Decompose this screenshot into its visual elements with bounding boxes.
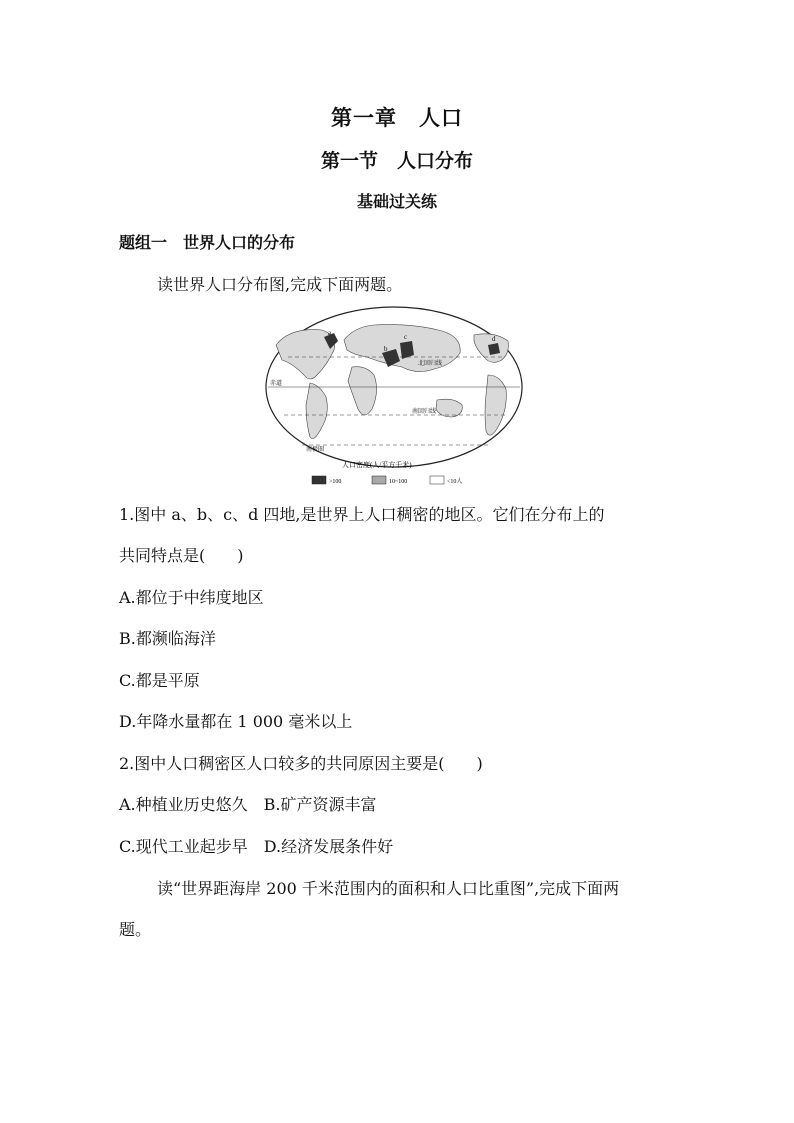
question-1-option-d: D.年降水量都在 1 000 毫米以上 bbox=[119, 712, 353, 731]
map-label-c: c bbox=[404, 333, 408, 341]
map-legend bbox=[312, 476, 462, 485]
map-label-d: d bbox=[492, 335, 496, 343]
world-population-map bbox=[262, 305, 527, 495]
legend-label-low: <10人 bbox=[447, 479, 463, 485]
question-1-option-c: C.都是平原 bbox=[119, 671, 200, 690]
map-label-equator: 赤道 bbox=[270, 381, 283, 387]
map-label-a: a bbox=[328, 329, 332, 337]
legend-swatch-low bbox=[430, 476, 444, 484]
question-1-option-b: B.都濒临海洋 bbox=[119, 629, 216, 648]
question-1-stem-line1: 1.图中 a、b、c、d 四地,是世界上人口稠密的地区。它们在分布上的 bbox=[119, 505, 605, 524]
legend-swatch-high bbox=[312, 476, 326, 484]
legend-swatch-mid bbox=[372, 476, 386, 484]
chapter-title: 第一章 人口 bbox=[331, 105, 463, 130]
map-label-tropic-south: 南回归线 bbox=[412, 409, 437, 415]
exercise-title: 基础过关练 bbox=[356, 192, 437, 211]
intro-text-2-line1: 读“世界距海岸 200 千米范围内的面积和人口比重图”,完成下面两 bbox=[157, 879, 620, 898]
section-title: 第一节 人口分布 bbox=[320, 150, 473, 172]
group-title: 题组一 世界人口的分布 bbox=[119, 233, 296, 252]
map-label-b: b bbox=[384, 345, 388, 353]
intro-text-2-line2: 题。 bbox=[119, 920, 152, 939]
map-label-tropic-north: 北回归线 bbox=[418, 361, 443, 367]
question-1-stem-line2: 共同特点是( ) bbox=[119, 546, 244, 565]
legend-title: 人口密度(人/平方千米) bbox=[342, 461, 412, 469]
question-2-stem: 2.图中人口稠密区人口较多的共同原因主要是( ) bbox=[119, 754, 483, 773]
intro-text-1: 读世界人口分布图,完成下面两题。 bbox=[157, 275, 403, 294]
legend-label-high: >100 bbox=[329, 479, 342, 485]
legend-label-mid: 10~100 bbox=[389, 479, 408, 485]
question-2-options-row1: A.种植业历史悠久 B.矿产资源丰富 bbox=[119, 795, 377, 814]
map-label-antarctic: 南极圈 bbox=[306, 447, 325, 453]
question-1-option-a: A.都位于中纬度地区 bbox=[119, 588, 264, 607]
map-dense-na-east bbox=[488, 343, 500, 355]
question-2-options-row2: C.现代工业起步早 D.经济发展条件好 bbox=[119, 837, 394, 856]
